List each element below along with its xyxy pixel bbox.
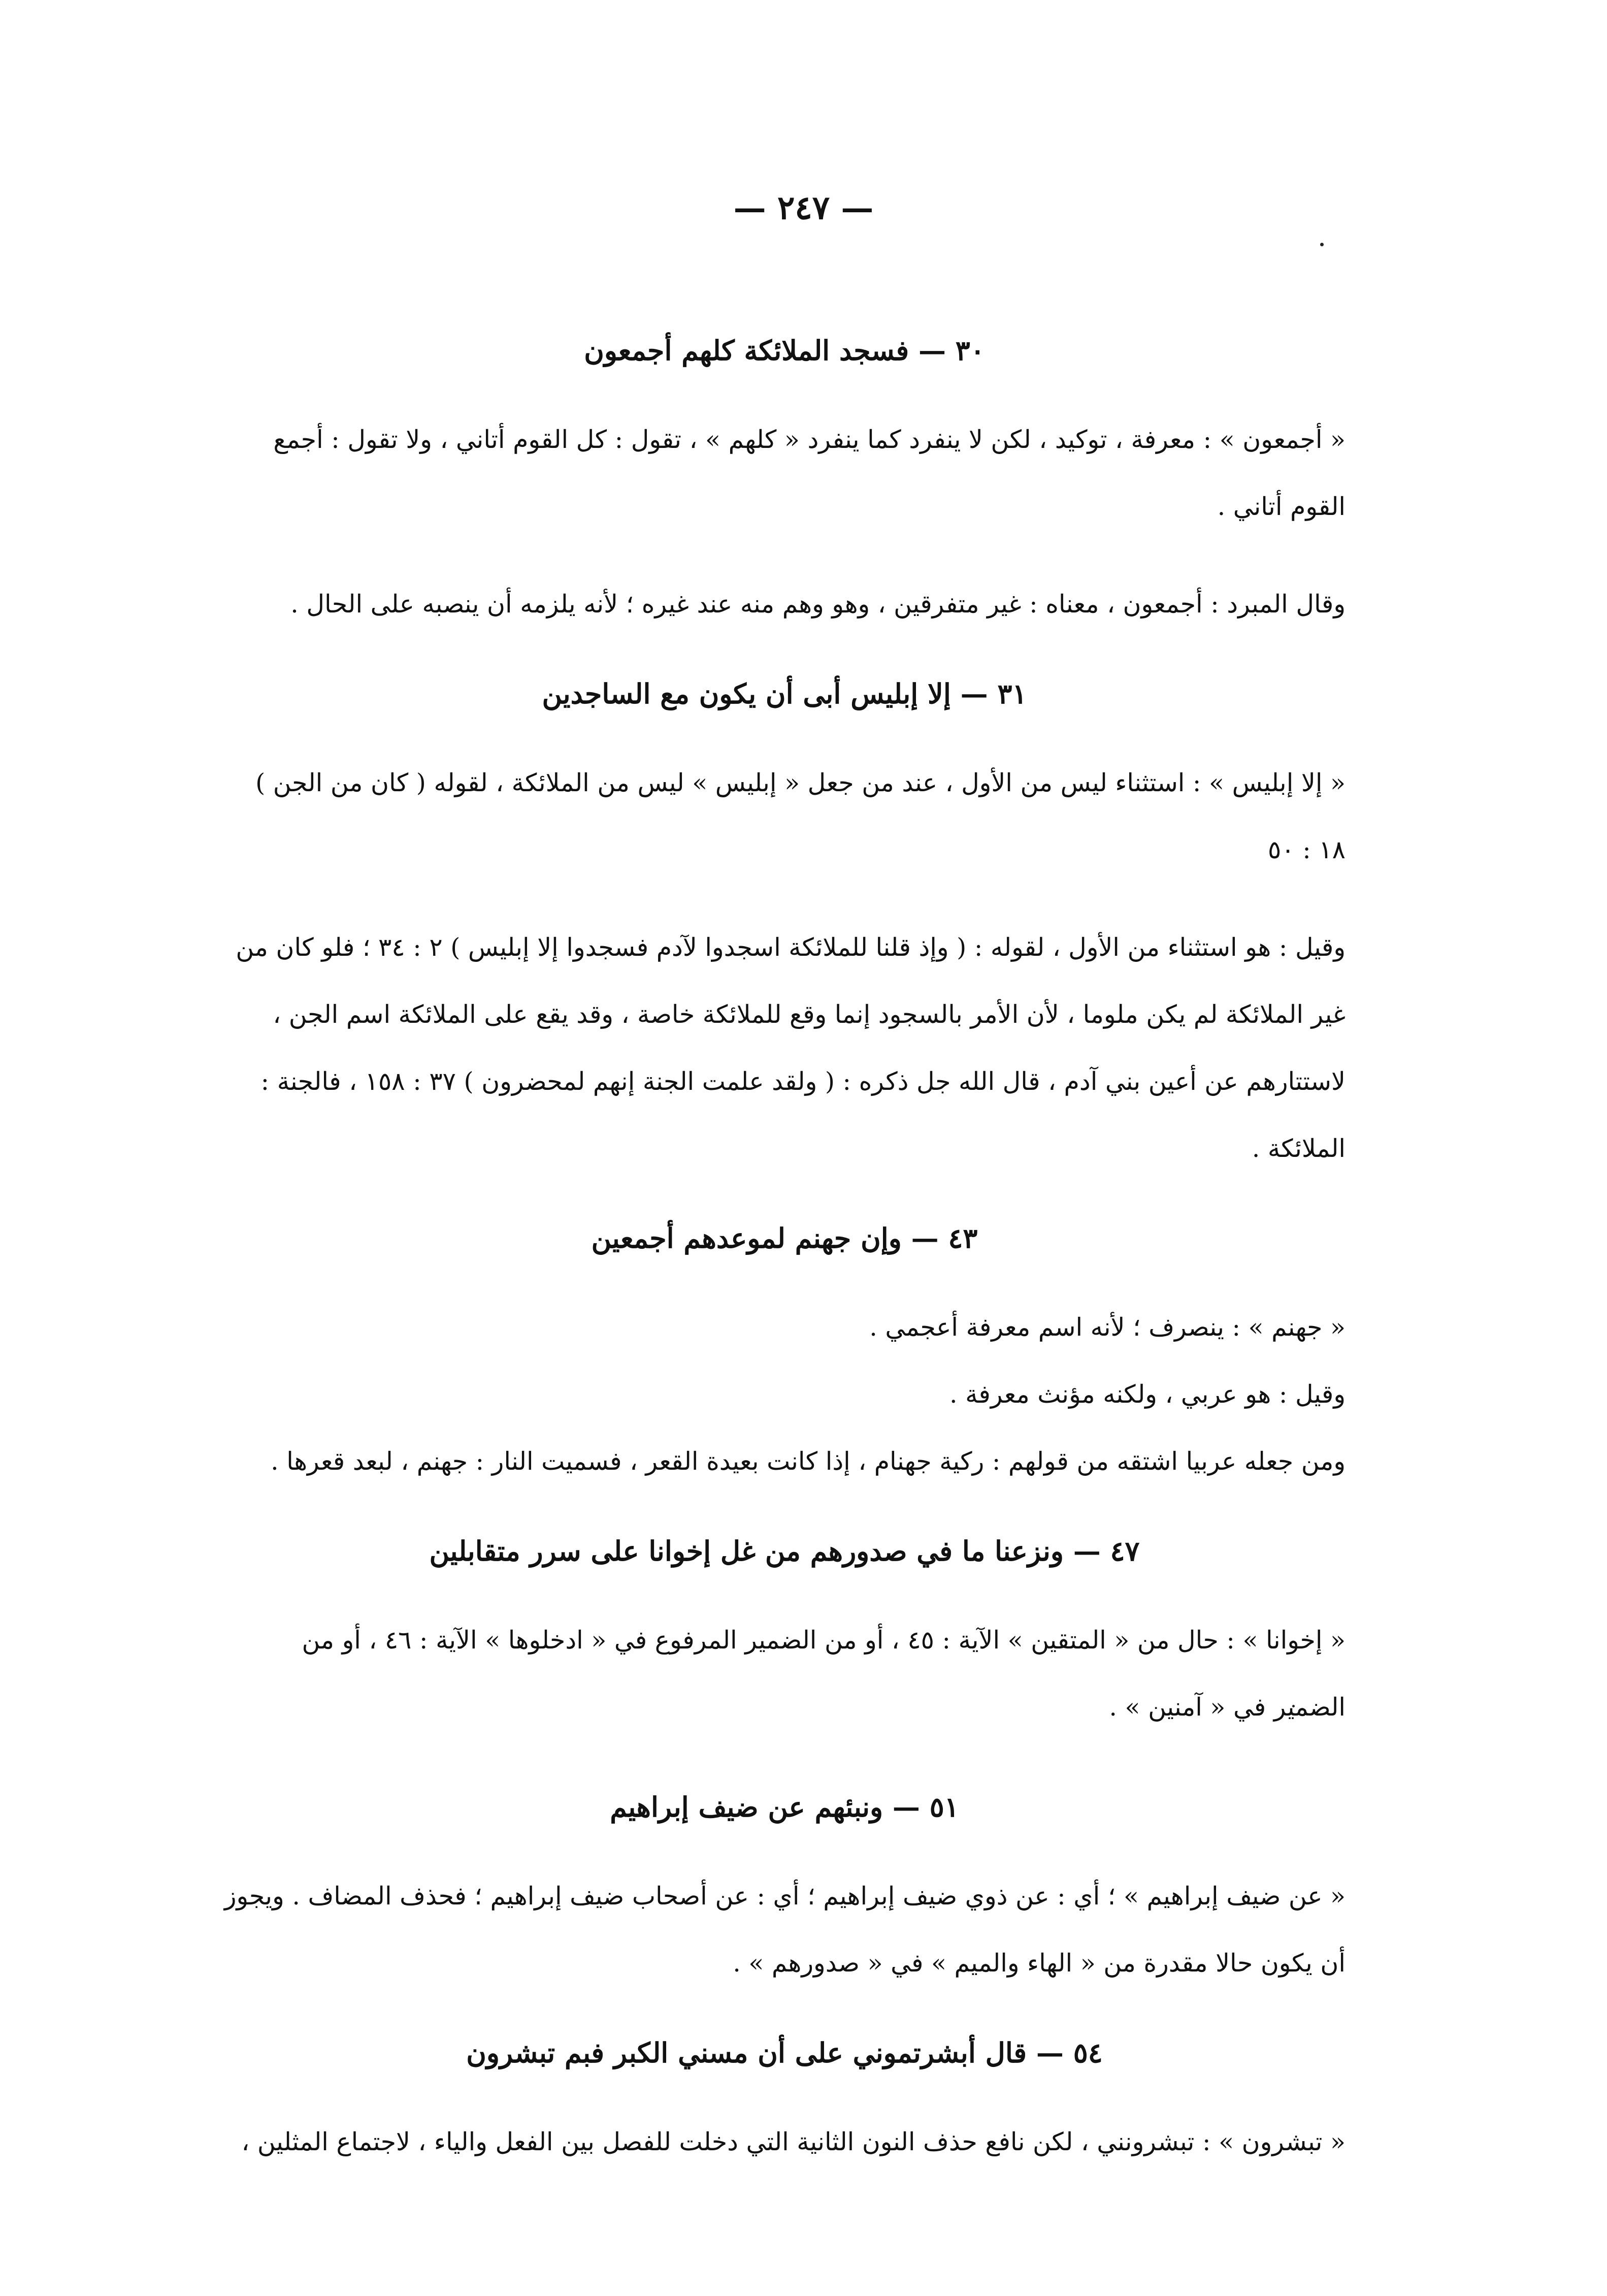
verse-heading: ٤٧ — ونزعنا ما في صدورهم من غل إخوانا على سرر متقابلين (429, 1535, 1140, 1567)
verse-heading: ٥١ — ونبئهم عن ضيف إبراهيم (610, 1791, 959, 1823)
commentary-paragraph: ومن جعله عربيا اشتقه من قولهم : ركية جهنام ، إذا كانت بعيدة القعر ، فسميت النار : جهنم ، لبعد قعرها . (271, 1447, 1346, 1476)
verse-heading: ٣٠ — فسجد الملائكة كلهم أجمعون (584, 334, 985, 367)
commentary-paragraph: « إلا إبليس » : استثناء ليس من الأول ، عند من جعل « إبليس » ليس من الملائكة ، لقوله ( كان من الجن ) ١٨ : ٥٠ (255, 768, 1346, 864)
verse-heading: ٥٤ — قال أبشرتموني على أن مسني الكبر فبم تبشرون (466, 2036, 1103, 2069)
verse-heading: ٤٣ — وإن جهنم لموعدهم أجمعين (591, 1222, 978, 1254)
verse-heading: ٣١ — إلا إبليس أبى أن يكون مع الساجدين (542, 677, 1027, 710)
commentary-paragraph: « إخوانا » : حال من « المتقين » الآية : ٤٥ ، أو من الضمير المرفوع في « ادخلوها » الآية : ٤٦ ، أو من الضمير في « آمنين » . (302, 1626, 1346, 1722)
page-content (223, 325, 1346, 2176)
commentary-paragraph: « أجمعون » : معرفة ، توكيد ، لكن لا ينفرد كما ينفرد « كلهم » ، تقول : كل القوم أتاني ، ولا تقول : أجمع القوم أتاني . (273, 425, 1346, 521)
commentary-paragraph: وقيل : هو عربي ، ولكنه مؤنث معرفة . (949, 1380, 1346, 1409)
commentary-paragraph: وقال المبرد : أجمعون ، معناه : غير متفرقين ، وهو وهم منه عند غيره ؛ لأنه يلزمه أن ينصبه على الحال . (290, 590, 1346, 619)
commentary-paragraph: « عن ضيف إبراهيم » ؛ أي : عن ذوي ضيف إبراهيم ؛ أي : عن أصحاب ضيف إبراهيم ؛ فحذف المضاف . ويجوز أن يكون حالا مقدرة من « الهاء والميم » في « صدورهم » . (224, 1882, 1346, 1978)
commentary-paragraph: « تبشرون » : تبشرونني ، لكن نافع حذف النون الثانية التي دخلت للفصل بين الفعل والياء ، لاجتماع المثلين ، (241, 2127, 1346, 2156)
page-number: — ٢٤٧ — (733, 189, 874, 227)
scan-speck (1320, 243, 1324, 246)
commentary-paragraph: وقيل : هو استثناء من الأول ، لقوله : ( وإذ قلنا للملائكة اسجدوا لآدم فسجدوا إلا إبليس ) ٢ : ٣٤ ؛ فلو كان من غير الملائكة لم يكن ملوما ، لأن الأمر بالسجود إنما وقع للملائكة خاصة ، وقد يقع على الملائكة اسم الجن ، لاستتارهم عن أعين بني آدم ، قال الله جل ذكره : ( ولقد علمت الجنة إنهم لمحضرون ) ٣٧ : ١٥٨ ، فالجنة : الملائكة . (236, 933, 1346, 1163)
commentary-paragraph: « جهنم » : ينصرف ؛ لأنه اسم معرفة أعجمي . (869, 1313, 1346, 1342)
